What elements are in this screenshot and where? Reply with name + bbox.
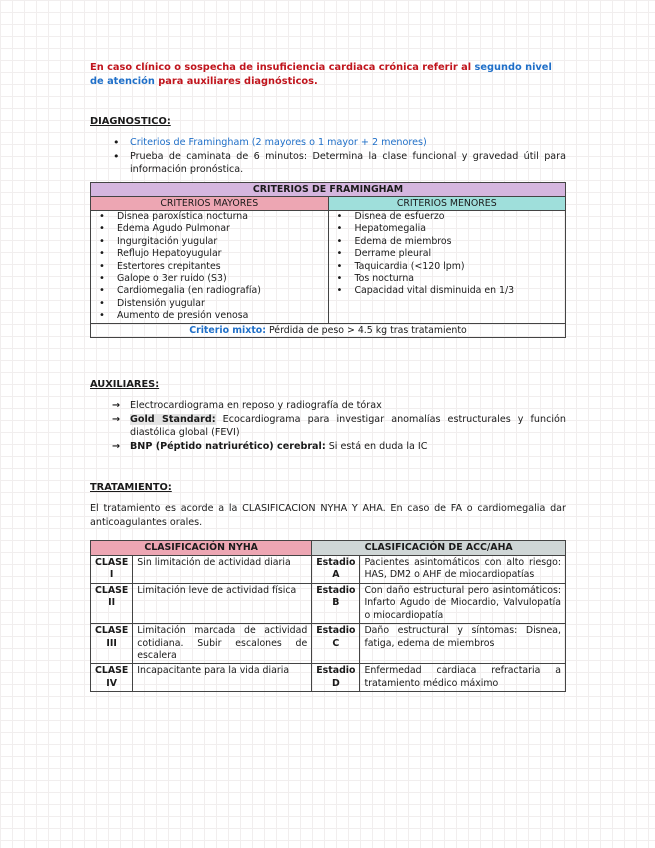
bnp-label: BNP (Péptido natriurético) cerebral:	[130, 440, 326, 452]
arrow-right-icon: →	[112, 413, 121, 425]
clasificacion-table	[90, 540, 566, 692]
diagnostico-item-caminata: • Prueba de caminata de 6 minutos: Determina la clase funcional y gravedad útil para información pronóstica.	[130, 150, 566, 176]
list-item: • Aumento de presión venosa	[117, 310, 324, 322]
intro-paragraph	[90, 61, 566, 89]
table-row	[91, 664, 566, 692]
auxiliares-item-text: Ecocardiograma para investigar anomalías estructurales y función diastólica global (FEVI)	[130, 413, 566, 438]
acc-description: Daño estructural y síntomas: Disnea, fatiga, edema de miembros	[360, 624, 566, 664]
list-item: • Tos nocturna	[355, 273, 562, 285]
mayores-list	[95, 211, 324, 323]
nyha-class: CLASE I	[91, 556, 133, 584]
acc-stage: Estadio A	[312, 556, 360, 584]
table-row	[91, 583, 566, 623]
criterio-mixto-text: Pérdida de peso > 4.5 kg tras tratamiento	[266, 324, 467, 336]
nyha-description: Limitación leve de actividad física	[133, 583, 312, 623]
list-item: • Ingurgitación yugular	[117, 236, 324, 248]
nyha-class: CLASE II	[91, 583, 133, 623]
criterio-mixto-label: Criterio mixto:	[189, 324, 266, 336]
auxiliares-item-ecg	[112, 399, 566, 412]
acc-stage: Estadio C	[312, 624, 360, 664]
framingham-table	[90, 182, 566, 338]
auxiliares-item-text: Si está en duda la IC	[325, 440, 428, 452]
auxiliares-item-bnp	[112, 440, 566, 453]
nyha-class: CLASE IV	[91, 664, 133, 692]
arrow-right-icon: →	[112, 440, 121, 452]
acc-header: CLASIFICACIÓN DE ACC/AHA	[312, 540, 566, 555]
menores-header: CRITERIOS MENORES	[328, 197, 566, 211]
list-item: • Edema de miembros	[355, 236, 562, 248]
mayores-cell	[91, 211, 329, 324]
intro-highlight: segundo nivel de atención	[90, 62, 552, 87]
diagnostico-item-framingham: • Criterios de Framingham (2 mayores o 1 mayor + 2 menores)	[130, 136, 566, 149]
list-item: • Distensión yugular	[117, 298, 324, 310]
diagnostico-title: DIAGNOSTICO:	[90, 116, 171, 127]
list-item: • Capacidad vital disminuida en 1/3	[355, 285, 562, 297]
table-row	[91, 556, 566, 584]
list-item: • Estertores crepitantes	[117, 261, 324, 273]
nyha-description: Sin limitación de actividad diaria	[133, 556, 312, 584]
arrow-right-icon: →	[112, 399, 121, 411]
acc-description: Pacientes asintomáticos con alto riesgo: HAS, DM2 o AHF de miocardiopatías	[360, 556, 566, 584]
acc-description: Con daño estructural pero asintomáticos: Infarto Agudo de Miocardio, Valvulopatía o miocardiopatía	[360, 583, 566, 623]
document-page	[90, 61, 566, 692]
list-item: • Galope o 3er ruido (S3)	[117, 273, 324, 285]
auxiliares-item-text: Electrocardiograma en reposo y radiografía de tórax	[130, 399, 382, 411]
auxiliares-title: AUXILIARES:	[90, 378, 160, 390]
framingham-title: CRITERIOS DE FRAMINGHAM	[91, 183, 566, 197]
menores-list	[333, 211, 562, 298]
auxiliares-item-gold	[112, 413, 566, 439]
intro-text-2: para auxiliares diagnósticos.	[154, 76, 318, 87]
list-item: • Taquicardia (<120 lpm)	[355, 261, 562, 273]
table-row	[91, 624, 566, 664]
mayores-header: CRITERIOS MAYORES	[91, 197, 329, 211]
nyha-class: CLASE III	[91, 624, 133, 664]
acc-description: Enfermedad cardiaca refractaria a tratamiento médico máximo	[360, 664, 566, 692]
list-item: • Reflujo Hepatoyugular	[117, 248, 324, 260]
intro-text-1: En caso clínico o sospecha de insuficiencia cardiaca crónica referir al	[90, 62, 475, 73]
auxiliares-list	[90, 399, 566, 453]
acc-stage: Estadio B	[312, 583, 360, 623]
menores-cell	[328, 211, 566, 324]
gold-standard-label: Gold Standard:	[130, 413, 216, 425]
criterio-mixto-row	[91, 323, 566, 337]
acc-stage: Estadio D	[312, 664, 360, 692]
nyha-description: Limitación marcada de actividad cotidiana. Subir escalones de escalera	[133, 624, 312, 664]
nyha-header: CLASIFICACIÓN NYHA	[91, 540, 312, 555]
list-item: • Disnea de esfuerzo	[355, 211, 562, 223]
list-item: • Edema Agudo Pulmonar	[117, 223, 324, 235]
tratamiento-text: El tratamiento es acorde a la CLASIFICACION NYHA Y AHA. En caso de FA o cardiomegalia dar anticoagulantes orales.	[90, 502, 566, 528]
list-item: • Derrame pleural	[355, 248, 562, 260]
list-item: • Disnea paroxística nocturna	[117, 211, 324, 223]
nyha-description: Incapacitante para la vida diaria	[133, 664, 312, 692]
tratamiento-title: TRATAMIENTO:	[90, 481, 172, 493]
list-item: • Hepatomegalia	[355, 223, 562, 235]
list-item: • Cardiomegalia (en radiografía)	[117, 285, 324, 297]
diagnostico-list	[90, 136, 566, 176]
